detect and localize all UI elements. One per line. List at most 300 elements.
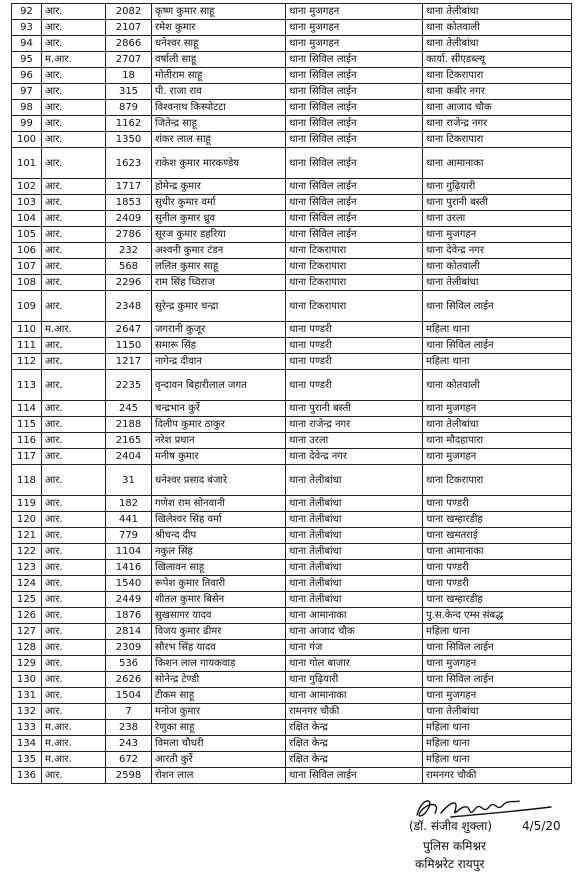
new-posting-cell: थाना सिविल लाईन	[423, 338, 572, 354]
new-posting-cell: थाना खम्हारडीह	[423, 512, 572, 528]
new-posting-cell: थाना उरला	[423, 211, 572, 227]
badge-number-cell: 779	[106, 528, 152, 544]
serial-number-cell: 130	[12, 672, 42, 688]
badge-number-cell: 2449	[106, 592, 152, 608]
rank-cell: म.आर.	[42, 322, 106, 338]
employee-name-cell: मनीष कुमार	[152, 449, 286, 465]
table-row	[12, 20, 572, 36]
new-posting-cell: थाना टिकरापारा	[423, 68, 572, 84]
employee-name-cell: जगरानी कुजूर	[152, 322, 286, 338]
rank-cell: आर.	[42, 275, 106, 291]
current-posting-cell: थाना तेलीबांधा	[286, 592, 423, 608]
table-row	[12, 417, 572, 433]
employee-name-cell: खिलेश्वर सिंह वर्मा	[152, 512, 286, 528]
table-row	[12, 640, 572, 656]
rank-cell: आर.	[42, 640, 106, 656]
rank-cell: आर.	[42, 544, 106, 560]
rank-cell: आर.	[42, 560, 106, 576]
serial-number-cell: 98	[12, 100, 42, 116]
serial-number-cell: 109	[12, 291, 42, 322]
table-row	[12, 322, 572, 338]
table-row	[12, 736, 572, 752]
employee-name-cell: सुखसागर यादव	[152, 608, 286, 624]
badge-number-cell: 238	[106, 720, 152, 736]
employee-name-cell: नकुल सिंह	[152, 544, 286, 560]
current-posting-cell: थाना सिविल लाईन	[286, 227, 423, 243]
table-row	[12, 433, 572, 449]
rank-cell: आर.	[42, 68, 106, 84]
rank-cell: आर.	[42, 338, 106, 354]
current-posting-cell: थाना मुजगहन	[286, 36, 423, 52]
employee-name-cell: सौरभ सिंह यादव	[152, 640, 286, 656]
table-row	[12, 354, 572, 370]
signatory-designation: पुलिस कमिश्नर	[423, 839, 486, 853]
current-posting-cell: थाना आमानाका	[286, 688, 423, 704]
new-posting-cell: थाना पण्डरी	[423, 496, 572, 512]
new-posting-cell: थाना आजाद चौक	[423, 100, 572, 116]
rank-cell: आर.	[42, 496, 106, 512]
badge-number-cell: 1217	[106, 354, 152, 370]
table-row	[12, 528, 572, 544]
rank-cell: आर.	[42, 624, 106, 640]
table-row	[12, 132, 572, 148]
rank-cell: आर.	[42, 576, 106, 592]
employee-name-cell: रमेश कुमार	[152, 20, 286, 36]
new-posting-cell: थाना खम्हारडीह	[423, 592, 572, 608]
serial-number-cell: 99	[12, 116, 42, 132]
rank-cell: आर.	[42, 528, 106, 544]
rank-cell: आर.	[42, 116, 106, 132]
serial-number-cell: 132	[12, 704, 42, 720]
employee-name-cell: वर्षाली साहू	[152, 52, 286, 68]
employee-name-cell: समारू सिंह	[152, 338, 286, 354]
table-row	[12, 195, 572, 211]
new-posting-cell: थाना पुरानी बस्ती	[423, 195, 572, 211]
table-row	[12, 275, 572, 291]
new-posting-cell: महिला थाना	[423, 322, 572, 338]
table-row	[12, 576, 572, 592]
employee-name-cell: रूपेश कुमार तिवारी	[152, 576, 286, 592]
rank-cell: आर.	[42, 401, 106, 417]
table-row	[12, 259, 572, 275]
serial-number-cell: 97	[12, 84, 42, 100]
serial-number-cell: 112	[12, 354, 42, 370]
current-posting-cell: थाना टिकरापारा	[286, 291, 423, 322]
serial-number-cell: 96	[12, 68, 42, 84]
rank-cell: आर.	[42, 512, 106, 528]
new-posting-cell: थाना सिविल लाईन	[423, 672, 572, 688]
new-posting-cell: थाना कोतवाली	[423, 259, 572, 275]
serial-number-cell: 133	[12, 720, 42, 736]
serial-number-cell: 113	[12, 370, 42, 401]
table-row	[12, 179, 572, 195]
rank-cell: आर.	[42, 704, 106, 720]
serial-number-cell: 95	[12, 52, 42, 68]
serial-number-cell: 101	[12, 148, 42, 179]
rank-cell: आर.	[42, 211, 106, 227]
employee-name-cell: श्रीचन्द दीप	[152, 528, 286, 544]
employee-name-cell: राम सिंह ध्विराज	[152, 275, 286, 291]
table-row	[12, 624, 572, 640]
serial-number-cell: 118	[12, 465, 42, 496]
table-row	[12, 4, 572, 20]
serial-number-cell: 119	[12, 496, 42, 512]
rank-cell: आर.	[42, 688, 106, 704]
current-posting-cell: थाना राजेन्द्र नगर	[286, 417, 423, 433]
current-posting-cell: रामनगर चौकी	[286, 704, 423, 720]
badge-number-cell: 1853	[106, 195, 152, 211]
rank-cell: आर.	[42, 259, 106, 275]
serial-number-cell: 117	[12, 449, 42, 465]
badge-number-cell: 2598	[106, 768, 152, 784]
current-posting-cell: थाना तेलीबांधा	[286, 560, 423, 576]
badge-number-cell: 1104	[106, 544, 152, 560]
employee-name-cell: गणेश राम सोनवानी	[152, 496, 286, 512]
badge-number-cell: 2404	[106, 449, 152, 465]
badge-number-cell: 31	[106, 465, 152, 496]
rank-cell: आर.	[42, 4, 106, 20]
employee-name-cell: चन्द्रभान कुर्रे	[152, 401, 286, 417]
rank-cell: आर.	[42, 608, 106, 624]
rank-cell: आर.	[42, 227, 106, 243]
new-posting-cell: थाना खमतराई	[423, 528, 572, 544]
rank-cell: आर.	[42, 768, 106, 784]
employee-name-cell: खिलावन साहू	[152, 560, 286, 576]
employee-name-cell: ललित कुमार साहू	[152, 259, 286, 275]
serial-number-cell: 110	[12, 322, 42, 338]
employee-name-cell: शंकर लाल साहू	[152, 132, 286, 148]
badge-number-cell: 672	[106, 752, 152, 768]
current-posting-cell: थाना टिकरापारा	[286, 275, 423, 291]
table-row	[12, 592, 572, 608]
table-row	[12, 768, 572, 784]
rank-cell: आर.	[42, 36, 106, 52]
transfer-table-body	[12, 4, 572, 784]
badge-number-cell: 7	[106, 704, 152, 720]
employee-name-cell: रेणुका साहू	[152, 720, 286, 736]
current-posting-cell: थाना सिविल लाईन	[286, 100, 423, 116]
serial-number-cell: 124	[12, 576, 42, 592]
rank-cell: आर.	[42, 195, 106, 211]
new-posting-cell: थाना तेलीबांधा	[423, 417, 572, 433]
new-posting-cell: रामनगर चौकी	[423, 768, 572, 784]
badge-number-cell: 2165	[106, 433, 152, 449]
current-posting-cell: थाना सिविल लाईन	[286, 132, 423, 148]
table-row	[12, 148, 572, 179]
table-row	[12, 656, 572, 672]
serial-number-cell: 103	[12, 195, 42, 211]
badge-number-cell: 2107	[106, 20, 152, 36]
serial-number-cell: 127	[12, 624, 42, 640]
current-posting-cell: थाना तेलीबांधा	[286, 576, 423, 592]
badge-number-cell: 1623	[106, 148, 152, 179]
table-row	[12, 512, 572, 528]
new-posting-cell: थाना मुजगहन	[423, 449, 572, 465]
signatory-office: कमिश्नरेट रायपुर	[415, 857, 485, 871]
new-posting-cell: थाना मुजगहन	[423, 401, 572, 417]
serial-number-cell: 129	[12, 656, 42, 672]
current-posting-cell: थाना सिविल लाईन	[286, 195, 423, 211]
serial-number-cell: 100	[12, 132, 42, 148]
badge-number-cell: 2082	[106, 4, 152, 20]
rank-cell: आर.	[42, 132, 106, 148]
table-row	[12, 672, 572, 688]
table-row	[12, 36, 572, 52]
signature-block	[405, 795, 587, 876]
current-posting-cell: थाना टिकरापारा	[286, 243, 423, 259]
serial-number-cell: 115	[12, 417, 42, 433]
current-posting-cell: थाना सिविल लाईन	[286, 84, 423, 100]
new-posting-cell: थाना आमानाका	[423, 148, 572, 179]
badge-number-cell: 2348	[106, 291, 152, 322]
serial-number-cell: 102	[12, 179, 42, 195]
current-posting-cell: थाना तेलीबांधा	[286, 544, 423, 560]
new-posting-cell: थाना मुजगहन	[423, 227, 572, 243]
badge-number-cell: 2647	[106, 322, 152, 338]
new-posting-cell: थाना मौदहापारा	[423, 433, 572, 449]
badge-number-cell: 2188	[106, 417, 152, 433]
rank-cell: आर.	[42, 672, 106, 688]
new-posting-cell: थाना गुढ़ियारी	[423, 179, 572, 195]
table-row	[12, 449, 572, 465]
rank-cell: म.आर.	[42, 52, 106, 68]
table-row	[12, 496, 572, 512]
new-posting-cell: थाना तेलीबांधा	[423, 4, 572, 20]
table-row	[12, 465, 572, 496]
table-row	[12, 243, 572, 259]
employee-name-cell: धनेश्वर साहू	[152, 36, 286, 52]
new-posting-cell: थाना टिकरापारा	[423, 465, 572, 496]
serial-number-cell: 125	[12, 592, 42, 608]
employee-name-cell: अश्वनी कुमार टंडन	[152, 243, 286, 259]
rank-cell: आर.	[42, 354, 106, 370]
badge-number-cell: 1350	[106, 132, 152, 148]
badge-number-cell: 2866	[106, 36, 152, 52]
serial-number-cell: 136	[12, 768, 42, 784]
new-posting-cell: थाना पण्डरी	[423, 576, 572, 592]
new-posting-cell: थाना आमानाका	[423, 544, 572, 560]
table-row	[12, 338, 572, 354]
employee-name-cell: विश्वनाथ किस्पोटटा	[152, 100, 286, 116]
employee-name-cell: रोशन लाल	[152, 768, 286, 784]
employee-name-cell: सुधीर कुमार वर्मा	[152, 195, 286, 211]
employee-name-cell: नागेन्द्र दीवान	[152, 354, 286, 370]
new-posting-cell: थाना टिकरापारा	[423, 132, 572, 148]
current-posting-cell: थाना सिविल लाईन	[286, 68, 423, 84]
rank-cell: आर.	[42, 370, 106, 401]
badge-number-cell: 879	[106, 100, 152, 116]
badge-number-cell: 2786	[106, 227, 152, 243]
serial-number-cell: 93	[12, 20, 42, 36]
serial-number-cell: 111	[12, 338, 42, 354]
rank-cell: आर.	[42, 100, 106, 116]
signatory-name: (डॉ. संजीव शुक्ला)	[409, 819, 493, 833]
new-posting-cell: महिला थाना	[423, 720, 572, 736]
rank-cell: म.आर.	[42, 752, 106, 768]
current-posting-cell: थाना पण्डरी	[286, 370, 423, 401]
rank-cell: आर.	[42, 84, 106, 100]
current-posting-cell: थाना पण्डरी	[286, 354, 423, 370]
badge-number-cell: 315	[106, 84, 152, 100]
table-row	[12, 227, 572, 243]
serial-number-cell: 120	[12, 512, 42, 528]
serial-number-cell: 94	[12, 36, 42, 52]
current-posting-cell: रक्षित केन्द्र	[286, 736, 423, 752]
current-posting-cell: थाना पण्डरी	[286, 322, 423, 338]
table-row	[12, 116, 572, 132]
current-posting-cell: थाना सिविल लाईन	[286, 148, 423, 179]
badge-number-cell: 1540	[106, 576, 152, 592]
new-posting-cell: थाना मुजगहन	[423, 656, 572, 672]
serial-number-cell: 104	[12, 211, 42, 227]
current-posting-cell: थाना देवेन्द्र नगर	[286, 449, 423, 465]
badge-number-cell: 2626	[106, 672, 152, 688]
table-row	[12, 52, 572, 68]
new-posting-cell: पु.स.केन्द एम्स संबद्ध	[423, 608, 572, 624]
new-posting-cell: थाना देवेन्द्र नगर	[423, 243, 572, 259]
new-posting-cell: थाना कोतवाली	[423, 20, 572, 36]
rank-cell: आर.	[42, 592, 106, 608]
table-row	[12, 608, 572, 624]
serial-number-cell: 116	[12, 433, 42, 449]
current-posting-cell: रक्षित केन्द्र	[286, 752, 423, 768]
badge-number-cell: 568	[106, 259, 152, 275]
current-posting-cell: थाना सिविल लाईन	[286, 768, 423, 784]
employee-name-cell: पी. राजा राव	[152, 84, 286, 100]
badge-number-cell: 2409	[106, 211, 152, 227]
current-posting-cell: थाना आमानाका	[286, 608, 423, 624]
serial-number-cell: 128	[12, 640, 42, 656]
new-posting-cell: थाना कोतवाली	[423, 370, 572, 401]
current-posting-cell: थाना तेलीबांधा	[286, 465, 423, 496]
current-posting-cell: थाना आजाद चौक	[286, 624, 423, 640]
employee-name-cell: नरेश प्रधान	[152, 433, 286, 449]
current-posting-cell: थाना तेलीबांधा	[286, 528, 423, 544]
serial-number-cell: 108	[12, 275, 42, 291]
new-posting-cell: कार्या. सीएडब्ल्यू	[423, 52, 572, 68]
rank-cell: आर.	[42, 417, 106, 433]
new-posting-cell: थाना सिविल लाईन	[423, 640, 572, 656]
rank-cell: आर.	[42, 20, 106, 36]
rank-cell: म.आर.	[42, 720, 106, 736]
badge-number-cell: 536	[106, 656, 152, 672]
rank-cell: म.आर.	[42, 736, 106, 752]
table-row	[12, 544, 572, 560]
current-posting-cell: थाना पुरानी बस्ती	[286, 401, 423, 417]
badge-number-cell: 18	[106, 68, 152, 84]
badge-number-cell: 2707	[106, 52, 152, 68]
table-row	[12, 68, 572, 84]
badge-number-cell: 182	[106, 496, 152, 512]
badge-number-cell: 232	[106, 243, 152, 259]
serial-number-cell: 135	[12, 752, 42, 768]
rank-cell: आर.	[42, 656, 106, 672]
rank-cell: आर.	[42, 148, 106, 179]
badge-number-cell: 1162	[106, 116, 152, 132]
table-row	[12, 752, 572, 768]
current-posting-cell: थाना सिविल लाईन	[286, 116, 423, 132]
table-row	[12, 211, 572, 227]
badge-number-cell: 2296	[106, 275, 152, 291]
employee-name-cell: सोनेन्द्र टेण्डी	[152, 672, 286, 688]
current-posting-cell: थाना गंज	[286, 640, 423, 656]
table-row	[12, 401, 572, 417]
new-posting-cell: महिला थाना	[423, 752, 572, 768]
badge-number-cell: 2235	[106, 370, 152, 401]
employee-name-cell: किशन लाल गायकवाड़	[152, 656, 286, 672]
badge-number-cell: 1876	[106, 608, 152, 624]
table-row	[12, 100, 572, 116]
current-posting-cell: रक्षित केन्द्र	[286, 720, 423, 736]
table-row	[12, 370, 572, 401]
employee-name-cell: टीकम साहू	[152, 688, 286, 704]
badge-number-cell: 1717	[106, 179, 152, 195]
current-posting-cell: थाना मुजगहन	[286, 20, 423, 36]
employee-name-cell: विमला चौधरी	[152, 736, 286, 752]
serial-number-cell: 134	[12, 736, 42, 752]
serial-number-cell: 106	[12, 243, 42, 259]
rank-cell: आर.	[42, 179, 106, 195]
rank-cell: आर.	[42, 465, 106, 496]
current-posting-cell: थाना गुढ़ियारी	[286, 672, 423, 688]
serial-number-cell: 123	[12, 560, 42, 576]
current-posting-cell: थाना गोल बाजार	[286, 656, 423, 672]
table-row	[12, 688, 572, 704]
table-row	[12, 560, 572, 576]
new-posting-cell: थाना तेलीबांधा	[423, 704, 572, 720]
new-posting-cell: थाना पण्डरी	[423, 560, 572, 576]
new-posting-cell: महिला थाना	[423, 354, 572, 370]
serial-number-cell: 105	[12, 227, 42, 243]
new-posting-cell: थाना सिविल लाईन	[423, 291, 572, 322]
current-posting-cell: थाना सिविल लाईन	[286, 179, 423, 195]
new-posting-cell: थाना मुजगहन	[423, 688, 572, 704]
new-posting-cell: थाना तेलीबांधा	[423, 36, 572, 52]
current-posting-cell: थाना पण्डरी	[286, 338, 423, 354]
current-posting-cell: थाना मुजगहन	[286, 4, 423, 20]
new-posting-cell: महिला थाना	[423, 736, 572, 752]
employee-name-cell: धनेश्वर प्रसाद बंजारे	[152, 465, 286, 496]
employee-name-cell: दिलीप कुमार ठाकुर	[152, 417, 286, 433]
table-row	[12, 84, 572, 100]
table-row	[12, 720, 572, 736]
badge-number-cell: 1416	[106, 560, 152, 576]
employee-name-cell: मोतीराम साहू	[152, 68, 286, 84]
employee-name-cell: आरती कुर्रे	[152, 752, 286, 768]
employee-name-cell: मनोज कुमार	[152, 704, 286, 720]
serial-number-cell: 92	[12, 4, 42, 20]
rank-cell: आर.	[42, 433, 106, 449]
badge-number-cell: 245	[106, 401, 152, 417]
new-posting-cell: थाना कबीर नगर	[423, 84, 572, 100]
new-posting-cell: महिला थाना	[423, 624, 572, 640]
employee-name-cell: सुरेन्द्र कुमार चन्द्रा	[152, 291, 286, 322]
employee-name-cell: विजय कुमार ढीमर	[152, 624, 286, 640]
badge-number-cell: 441	[106, 512, 152, 528]
badge-number-cell: 1150	[106, 338, 152, 354]
table-row	[12, 291, 572, 322]
employee-name-cell: राकेश कुमार मारकण्डेय	[152, 148, 286, 179]
serial-number-cell: 107	[12, 259, 42, 275]
new-posting-cell: थाना राजेन्द्र नगर	[423, 116, 572, 132]
current-posting-cell: थाना तेलीबांधा	[286, 512, 423, 528]
employee-name-cell: जितेन्द्र साहू	[152, 116, 286, 132]
serial-number-cell: 121	[12, 528, 42, 544]
current-posting-cell: थाना सिविल लाईन	[286, 52, 423, 68]
current-posting-cell: थाना उरला	[286, 433, 423, 449]
badge-number-cell: 2309	[106, 640, 152, 656]
employee-name-cell: कृष्ण कुमार साहू	[152, 4, 286, 20]
